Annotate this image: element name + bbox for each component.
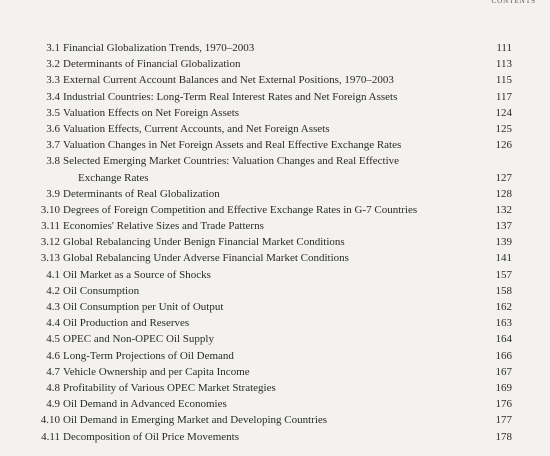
figure-number: 4.6 [46,349,60,362]
page-number: 163 [495,317,512,330]
page-number: 113 [495,58,512,71]
page-number: 178 [495,430,512,443]
figure-number: 3.3 [46,74,60,87]
figure-title: Profitability of Various OPEC Market Strategies [63,381,276,394]
figure-number: 3.9 [46,187,60,200]
page-number: 167 [495,365,512,378]
toc-entry [0,283,550,299]
figure-title: Determinants of Financial Globalization [63,58,241,71]
figure-title: Global Rebalancing Under Adverse Financial Market Conditions [63,252,349,265]
toc-entry [0,331,550,347]
figure-title: External Current Account Balances and Net External Positions, 1970–2003 [63,74,394,87]
figure-number: 3.10 [40,203,60,216]
page-number: 124 [495,106,512,119]
toc-entry [0,72,550,88]
figure-title: Decomposition of Oil Price Movements [63,430,239,443]
figure-title: OPEC and Non-OPEC Oil Supply [63,333,214,346]
figure-title: Global Rebalancing Under Benign Financial Market Conditions [63,236,345,249]
page-number: 177 [495,414,512,427]
figure-number: 3.13 [40,252,60,265]
figure-number: 3.2 [46,58,60,71]
page-number: 158 [495,284,512,297]
figure-number: 4.3 [46,301,60,314]
toc-entry [0,412,550,428]
toc-entry [0,299,550,315]
toc-entry [0,267,550,283]
toc-entry [0,202,550,218]
figure-title: Oil Demand in Emerging Market and Developing Countries [63,414,328,427]
figure-title: Valuation Effects, Current Accounts, and Net Foreign Assets [63,122,330,135]
page-number: 139 [495,236,512,249]
toc-entry [0,234,550,250]
page-number: 128 [495,187,512,200]
toc-entry [0,396,550,412]
figure-title: Degrees of Foreign Competition and Effective Exchange Rates in G-7 Countries [63,203,418,216]
toc-entry [0,364,550,380]
figure-number: 3.4 [46,90,60,103]
toc-entry [0,315,550,331]
figure-title: Oil Consumption per Unit of Output [63,301,224,314]
toc-entry [0,348,550,364]
figure-number: 4.7 [46,365,60,378]
toc-entry [0,89,550,105]
toc-entry [0,137,550,153]
page-number: 126 [495,139,512,152]
figure-number: 4.11 [41,430,60,443]
running-head: CONTENTS [491,0,536,5]
figure-number: 3.8 [46,155,60,168]
figure-number: 3.6 [46,122,60,135]
page-number: 127 [495,171,512,184]
figure-title: Oil Consumption [63,284,140,297]
page-number: 137 [495,220,512,233]
page-number: 132 [495,203,512,216]
figure-number: 4.1 [46,268,60,281]
toc-entry [0,40,550,56]
toc-entry [0,105,550,121]
figure-title: Vehicle Ownership and per Capita Income [63,365,250,378]
figure-number: 3.1 [46,42,60,54]
figure-title: Economies' Relative Sizes and Trade Patterns [63,220,264,233]
page-number: 125 [495,122,512,135]
toc-entry [0,153,550,185]
figure-number: 3.7 [46,139,60,152]
toc-entry [0,218,550,234]
page-number: 162 [495,301,512,314]
figure-number: 3.11 [41,220,60,233]
table-of-contents [0,40,550,445]
page-number: 166 [495,349,512,362]
page-number: 117 [495,90,512,103]
page-number: 115 [495,74,512,87]
figure-title: Oil Market as a Source of Shocks [63,268,211,281]
page-number: 176 [495,398,512,411]
page-number: 157 [495,268,512,281]
toc-entry [0,121,550,137]
figure-number: 4.4 [46,317,60,330]
figure-number: 4.8 [46,381,60,394]
figure-number: 3.12 [40,236,60,249]
toc-entry [0,429,550,445]
figure-title: Valuation Effects on Net Foreign Assets [63,106,240,119]
page-number: 141 [495,252,512,265]
toc-entry [0,186,550,202]
figure-title: Oil Production and Reserves [63,317,190,330]
figure-number: 3.5 [46,106,60,119]
page-number: 169 [495,381,512,394]
figure-number: 4.9 [46,398,60,411]
figure-title-continued: Exchange Rates [78,171,149,184]
figure-title: Industrial Countries: Long-Term Real Interest Rates and Net Foreign Assets [63,90,398,103]
page-number: 111 [496,42,512,54]
figure-number: 4.2 [46,284,60,297]
page-number: 164 [495,333,512,346]
figure-title: Oil Demand in Advanced Economies [63,398,227,411]
figure-title: Valuation Changes in Net Foreign Assets and Real Effective Exchange Rates [63,139,402,152]
figure-title: Determinants of Real Globalization [63,187,220,200]
figure-title: Selected Emerging Market Countries: Valuation Changes and Real Effective [63,155,400,168]
toc-entry [0,56,550,72]
figure-number: 4.5 [46,333,60,346]
figure-title: Financial Globalization Trends, 1970–2003 [63,42,255,54]
toc-entry [0,250,550,266]
figure-number: 4.10 [40,414,60,427]
figure-title: Long-Term Projections of Oil Demand [63,349,234,362]
toc-entry [0,380,550,396]
